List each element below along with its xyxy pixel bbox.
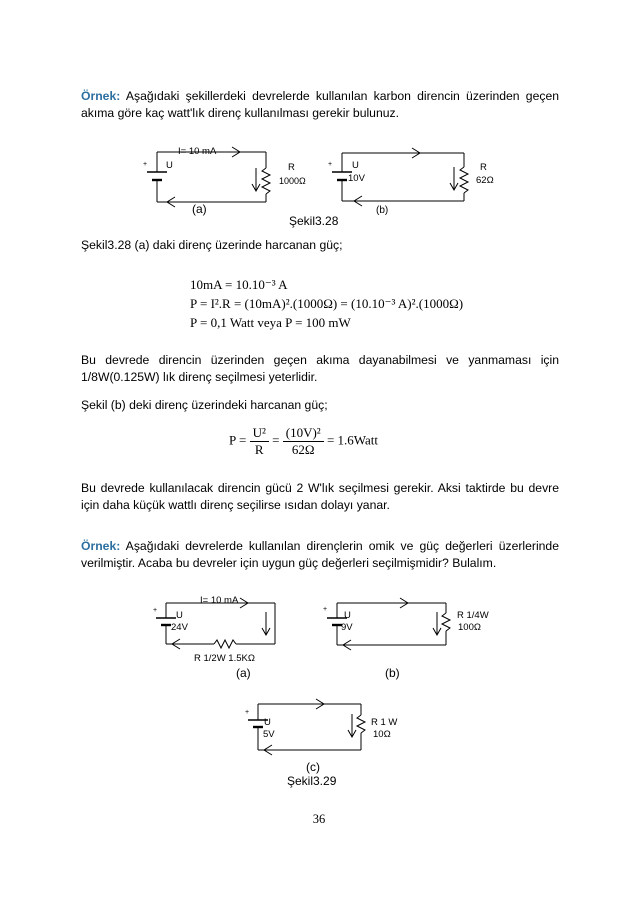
circuit-a-caption: (a) [192, 202, 207, 216]
fraction-1-numerator: U² [250, 425, 269, 442]
equation-1-line-3: P = 0,1 Watt veya P = 100 mW [190, 315, 351, 330]
circuit-b-plus: + [328, 161, 333, 168]
circuit-b-source: U [352, 160, 359, 171]
circuit-29c-caption: (c) [306, 760, 320, 774]
circuit-29c-source: U [264, 717, 271, 728]
circuit-29a-voltage: 24V [171, 622, 188, 633]
example-2-paragraph [81, 538, 559, 572]
equation-2-rhs: = 1.6Watt [326, 432, 378, 448]
circuit-29a-resistor: R 1/2W 1.5KΩ [194, 653, 255, 664]
circuit-29a-caption: (a) [236, 666, 251, 680]
fraction-2-denominator: 62Ω [291, 442, 315, 457]
figure-3-29 [0, 590, 638, 790]
fraction-1 [250, 425, 269, 458]
circuit-a-r-value: 1000Ω [279, 176, 306, 186]
part-b-result: Bu devrede kullanılacak direncin gücü 2 W'lık seçilmesi gerekir. Aksi taktirde bu devre için daha küçük wattlı direnç seçilirse ısıdan dolayı yanar. [81, 481, 559, 512]
circuit-29c-r-value: 10Ω [373, 729, 391, 740]
example-label: Örnek: [81, 539, 121, 553]
circuit-b-r-label: R [480, 162, 487, 173]
part-b-intro: Şekil (b) deki direnç üzerindeki harcanan güç; [81, 398, 328, 412]
equation-2-equals: = [272, 432, 280, 448]
circuit-29c-voltage: 5V [263, 729, 275, 740]
example-text: Aşağıdaki devrelerde kullanılan dirençlerin omik ve güç değerleri üzerlerinde verilmiştir. Acaba bu devreler için uygun güç değerleri seçilmişmidir? Bulalım. [81, 539, 559, 570]
circuit-b-caption: (b) [376, 205, 389, 216]
circuit-b-r-value: 62Ω [476, 175, 494, 186]
example-1-paragraph [81, 88, 559, 122]
circuit-a-source: U [166, 160, 173, 171]
example-label: Örnek: [81, 89, 121, 103]
circuit-29a-source: U [176, 610, 183, 621]
page-number: 36 [312, 812, 326, 826]
part-a-intro: Şekil3.28 (a) daki direnç üzerinde harcanan güç; [81, 238, 343, 252]
circuit-29b-source: U [344, 610, 351, 621]
circuit-29b-r-value: 100Ω [458, 622, 481, 633]
circuit-29b-caption: (b) [385, 666, 400, 680]
circuit-29a-current: I= 10 mA [200, 595, 239, 606]
fraction-2 [283, 425, 324, 458]
circuit-29c-plus: + [245, 709, 250, 716]
equation-1-line-1: 10mA = 10.10⁻³ A [190, 277, 288, 292]
circuit-29c-r-label: R 1 W [371, 717, 398, 728]
circuit-29b-voltage: 9V [341, 622, 353, 633]
figure-3-28-caption: Şekil3.28 [289, 214, 339, 228]
equation-1-line-2: P = I².R = (10mA)².(1000Ω) = (10.10⁻³ A)².(1000Ω) [190, 296, 464, 311]
circuit-29a-plus: + [153, 607, 158, 614]
circuit-a-r-label: R [288, 162, 295, 173]
circuit-a-plus: + [143, 161, 148, 168]
part-a-result: Bu devrede direncin üzerinden geçen akıma dayanabilmesi ve yanmaması için 1/8W(0.125W) lık direnç seçilmesi yeterlidir. [81, 353, 559, 384]
figure-3-29-caption: Şekil3.29 [287, 774, 337, 788]
fraction-1-denominator: R [254, 442, 264, 457]
circuit-b-voltage: 10V [348, 173, 365, 184]
circuit-a-current: I= 10 mA [178, 146, 217, 157]
equation-2 [229, 425, 378, 458]
fraction-2-numerator: (10V)² [283, 425, 324, 442]
equation-2-lhs: P = [229, 432, 247, 448]
example-text: Aşağıdaki şekillerdeki devrelerde kullanılan karbon direncin üzerinden geçen akıma göre kaç watt'lık direnç kullanılması gerekir bulunuz. [81, 89, 559, 120]
circuit-29b-plus: + [323, 606, 328, 613]
figure-3-28 [0, 140, 638, 250]
circuit-29b-r-label: R 1/4W [457, 610, 489, 621]
